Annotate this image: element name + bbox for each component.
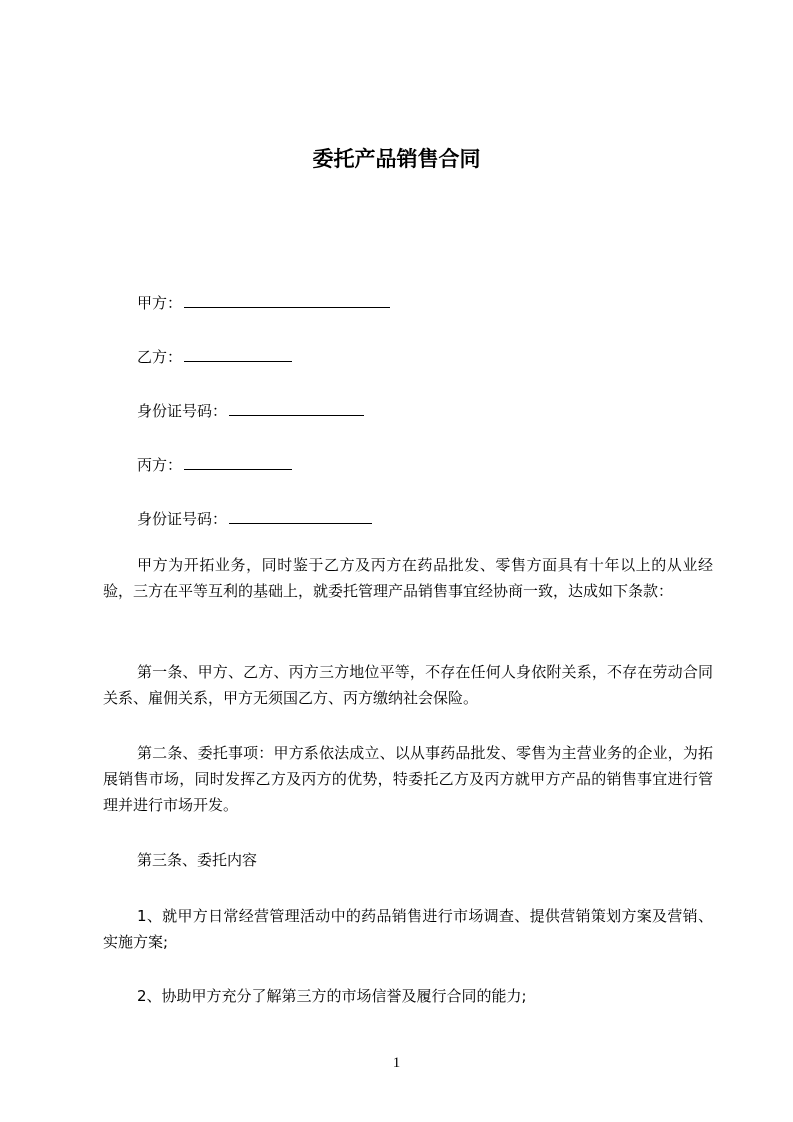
- intro-paragraph: 甲方为开拓业务，同时鉴于乙方及丙方在药品批发、零售方面具有十年以上的从业经验，三方在平等互利的基础上，就委托管理产品销售事宜经协商一致，达成如下条款：: [103, 556, 713, 600]
- party-a-label: 甲方：: [137, 294, 183, 312]
- party-b-label: 乙方：: [137, 348, 183, 366]
- article-2-paragraph: 第二条、委托事项：甲方系依法成立、以从事药品批发、零售为主营业务的企业，为拓展销售市场，同时发挥乙方及丙方的优势，特委托乙方及丙方就甲方产品的销售事宜进行管理并进行市场开发。: [103, 744, 713, 814]
- party-b-field: [137, 346, 292, 367]
- party-b-id-label: 身份证号码：: [137, 402, 228, 420]
- document-title: 委托产品销售合同: [312, 147, 481, 171]
- party-c-id-field: [137, 508, 372, 529]
- party-c-field: [137, 454, 292, 475]
- article-1-paragraph: 第一条、甲方、乙方、丙方三方地位平等，不存在任何人身依附关系，不存在劳动合同关系、雇佣关系，甲方无须国乙方、丙方缴纳社会保险。: [103, 663, 713, 707]
- party-a-blank: [184, 292, 390, 308]
- party-c-id-label: 身份证号码：: [137, 510, 228, 528]
- party-c-label: 丙方：: [137, 456, 183, 474]
- page-number: 1: [392, 1055, 401, 1071]
- article-3-item-2: 2、协助甲方充分了解第三方的市场信誉及履行合同的能力;: [137, 987, 527, 1005]
- article-3-item-1: 1、就甲方日常经营管理活动中的药品销售进行市场调查、提供营销策划方案及营销、实施方案;: [103, 907, 713, 951]
- party-b-id-field: [137, 400, 364, 421]
- party-c-id-blank: [229, 508, 372, 524]
- party-b-blank: [184, 346, 292, 362]
- party-a-field: [137, 292, 390, 313]
- party-c-blank: [184, 454, 292, 470]
- article-3-heading: 第三条、委托内容: [137, 851, 258, 869]
- party-b-id-blank: [229, 400, 364, 416]
